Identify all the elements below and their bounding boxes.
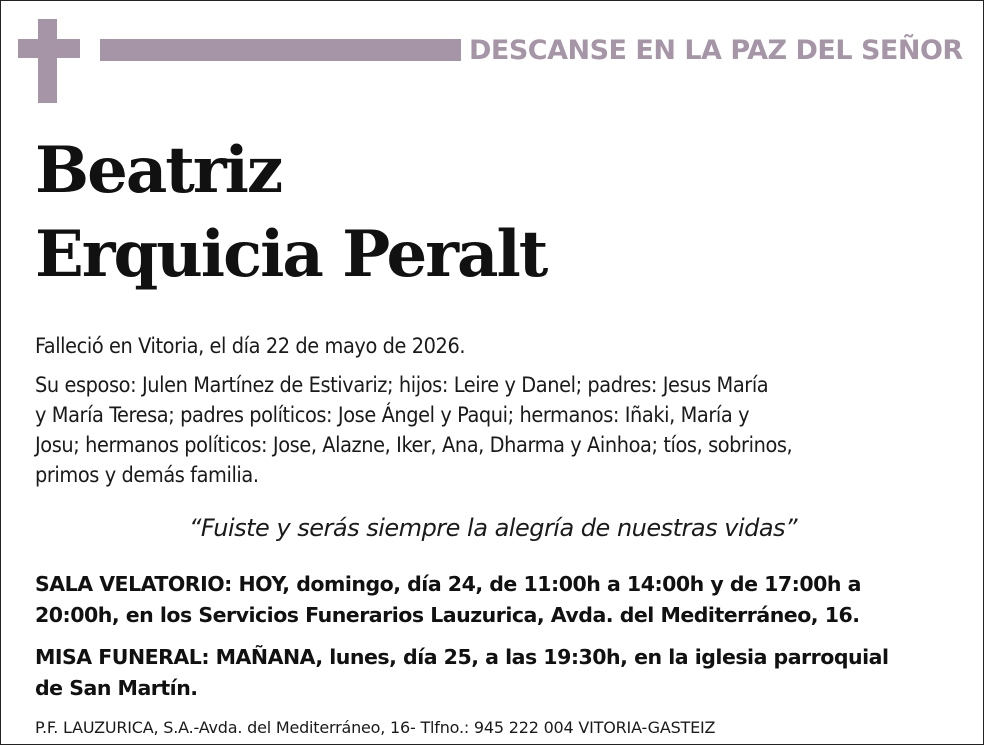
deceased-first-name: Beatriz [35,133,282,208]
header-decorative-bar [100,39,461,61]
family-line: primos y demás familia. [35,463,259,488]
funeral-mass-details [35,642,955,704]
wake-details [35,569,955,631]
header-title: DESCANSE EN LA PAZ DEL SEÑOR [469,35,963,66]
family-line: Su esposo: Julen Martínez de Estivariz; hijos: Leire y Danel; padres: Jesus María [35,373,769,398]
deceased-surnames: Erquicia Peralt [35,217,547,292]
mass-line: MISA FUNERAL: MAÑANA, lunes, día 25, a las 19:30h, en la iglesia parroquial [35,645,889,669]
death-notice: Falleció en Vitoria, el día 22 de mayo de 2026. [35,334,466,359]
wake-line: 20:00h, en los Servicios Funerarios Lauzurica, Avda. del Mediterráneo, 16. [35,603,860,627]
wake-line: SALA VELATORIO: HOY, domingo, día 24, de 11:00h a 14:00h y de 17:00h a [35,572,861,596]
family-line: y María Teresa; padres políticos: Jose Ángel y Paqui; hermanos: Iñaki, María y [35,403,750,428]
family-line: Josu; hermanos políticos: Jose, Alazne, Iker, Ana, Dharma y Ainhoa; tíos, sobrinos, [35,433,793,458]
memorial-quote: “Fuiste y serás siempre la alegría de nuestras vidas” [188,514,797,542]
family-list [35,371,947,491]
funeral-home-footer: P.F. LAUZURICA, S.A.-Avda. del Mediterráneo, 16- Tlfno.: 945 222 004 VITORIA-GASTEIZ [35,718,716,737]
mass-line: de San Martín. [35,676,198,700]
latin-cross-icon [18,19,80,103]
